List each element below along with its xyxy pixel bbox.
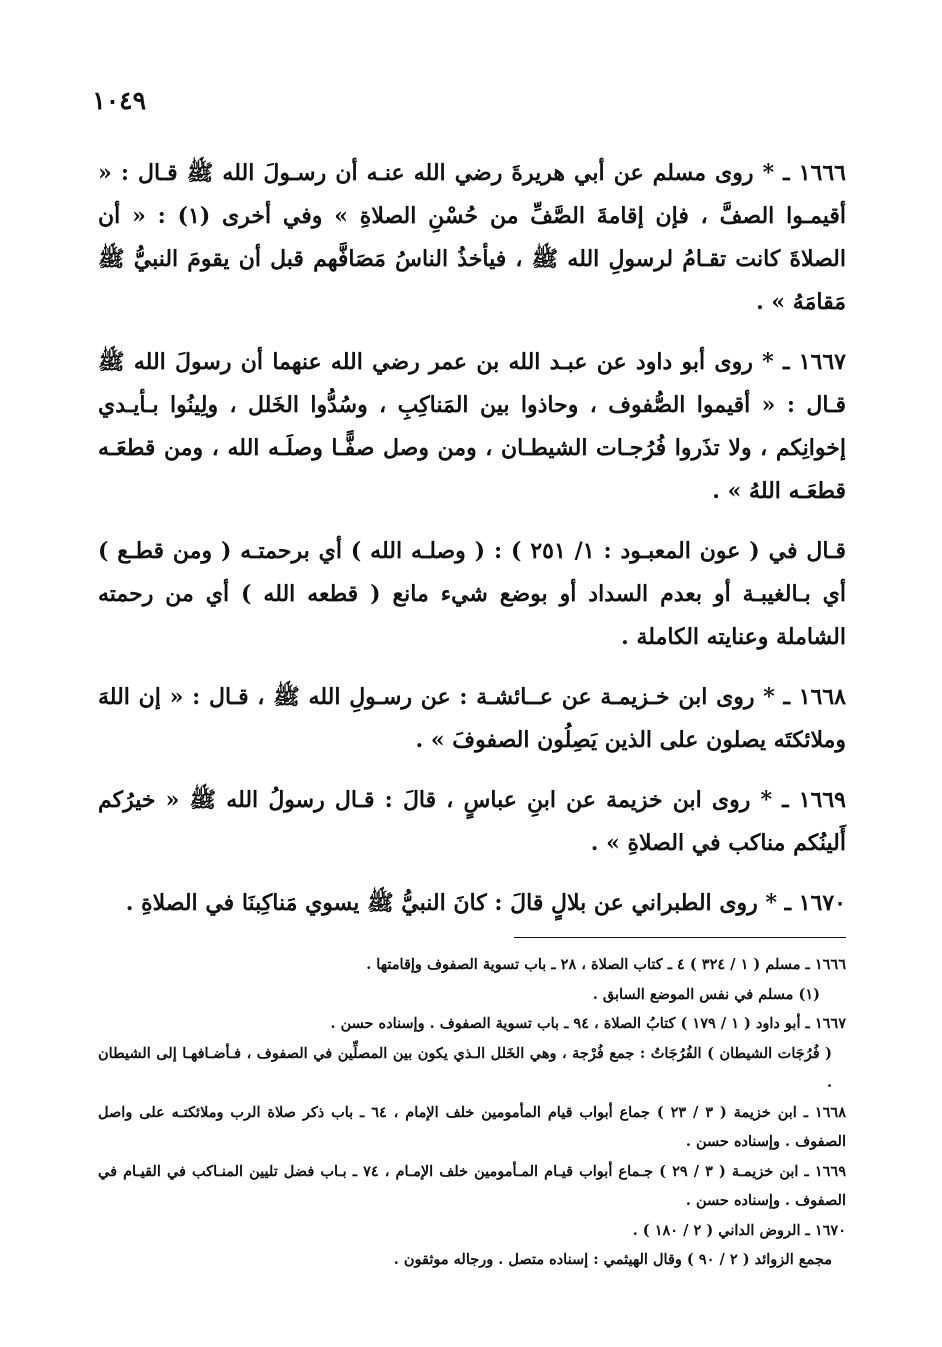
footnote: ١٦٦٧ ـ أبو داود ( ١ / ١٧٩ ) كتابُ الصلاة ، ٩٤ ـ باب تسوية الصفوف . وإسناده حسن . [330,1015,846,1032]
hadith-text: ـ * روى الطبراني عن بلالٍ قالَ : كانَ النبيُّ ﷺ يسوي مَناكِبنَا في الصلاةِ . [125,890,792,916]
footnote: ١٦٧٠ ـ الروض الداني ( ٢ / ١٨٠ ) . [632,1221,846,1239]
hadith-paragraph [98,341,846,513]
hadith-text: ـ * روى ابن خزيمة عن ابنِ عباسٍ ، قالَ : قـال رسولُ الله ﷺ « خيرُكم أَلينُكم مناكب في الصلاةِ » . [98,787,846,856]
hadith-number: ١٦٦٨ [798,684,846,710]
commentary-text: قـال في ( عون المعبـود : ١/ ٢٥١ ) : ( وصلـه الله ) أي برحمتـه ( ومن قطـع ) أي بـالغيبـة أو بعدم السداد أو بوضع شيء مانع ( قطعه الله ) أي من رحمته الشاملة وعنايته الكاملة . [98,538,847,650]
hadith-paragraph [98,882,846,925]
page-number: ١٠٤٩ [92,86,146,115]
hadith-text: ـ * روى أبو داود عن عبـد الله بن عمر رضي الله عنهما أن رسولَ الله ﷺ قـال : « أقيموا الصُّفوف ، وحاذوا بين المَناكِبِ ، وسُدُّوا الخَلل ، ولِينُوا بـأيـدي إخوانِكم ، ولا تذَروا فُرُجـات الشيطـان ، ومن وصل صفًّـا وصلَـه الله ، ومن قطعَـه قطعَـه اللهُ » . [98,349,846,504]
footnote: ١٦٦٩ ـ ابن خزيمـة ( ٣ / ٢٩ ) جـماع أبواب قيـام المـأمومين خلف الإمـام ، ٧٤ ـ بـاب فضل تليين المنـاكب في القيـام في الصفوف . وإسناده حسن . [98,1162,846,1209]
footnote: ١٦٦٦ ـ مسلم ( ١ / ٣٢٤ ) ٤ ـ كتاب الصلاة ، ٢٨ ـ باب تسوية الصفوف وإقامتها . [366,956,846,973]
hadith-number: ١٦٦٩ [798,787,846,813]
hadith-number: ١٦٦٦ [798,160,846,186]
hadith-paragraph [98,676,846,762]
commentary-paragraph [98,530,846,659]
hadith-text: ـ * روى ابن خـزيمـة عن عــائشـة : عن رسـولِ الله ﷺ ، قـال : « إن اللهَ وملائكتَه يصلون على الذين يَصِلُون الصفوفَ » . [98,684,846,753]
hadith-number: ١٦٧٠ [798,890,846,916]
footnote: ( فُرُجَات الشيطان ) الفُرُجَاتُ : جمع فُرْجة ، وهي الخَلل الـذي يكون بين المصلِّين في الصفوف ، فـأضـافهـا إلى الشيطان . [98,1044,832,1091]
footnote: (١) مسلم في نفس الموضع السابق . [592,985,820,1003]
footnotes [98,950,846,1275]
footnote: مجمع الزوائد ( ٢ / ٩٠ ) وقال الهيثمي : إسناده متصل . ورجاله موثقون . [393,1251,832,1268]
main-text [98,152,846,942]
footnote: ١٦٦٨ ـ ابن خزيمة ( ٣ / ٢٣ ) جماع أبواب قيام المأمومين خلف الإمام ، ٦٤ ـ باب ذكر صلاة الرب وملائكتـه على واصل الصفوف . وإسناده حسن . [98,1103,847,1150]
hadith-paragraph [98,779,846,865]
hadith-number: ١٦٦٧ [798,349,846,375]
footnote-divider [514,937,846,938]
hadith-paragraph [98,152,846,324]
hadith-text: ـ * روى مسلم عن أبي هريرةَ رضي الله عنـه أن رسـولَ الله ﷺ قـال : « أقيمـوا الصفَّ ، فإن إقامةَ الصَّفِّ من حُسْنِ الصلاةِ » وفي أخرى (١) : « أن الصلاةَ كانت تقـامُ لرسولِ الله ﷺ ، فيأخذُ الناسُ مَصَافَّهم قبل أن يقومَ النبيُّ ﷺ مَقامَهُ » . [98,160,846,315]
